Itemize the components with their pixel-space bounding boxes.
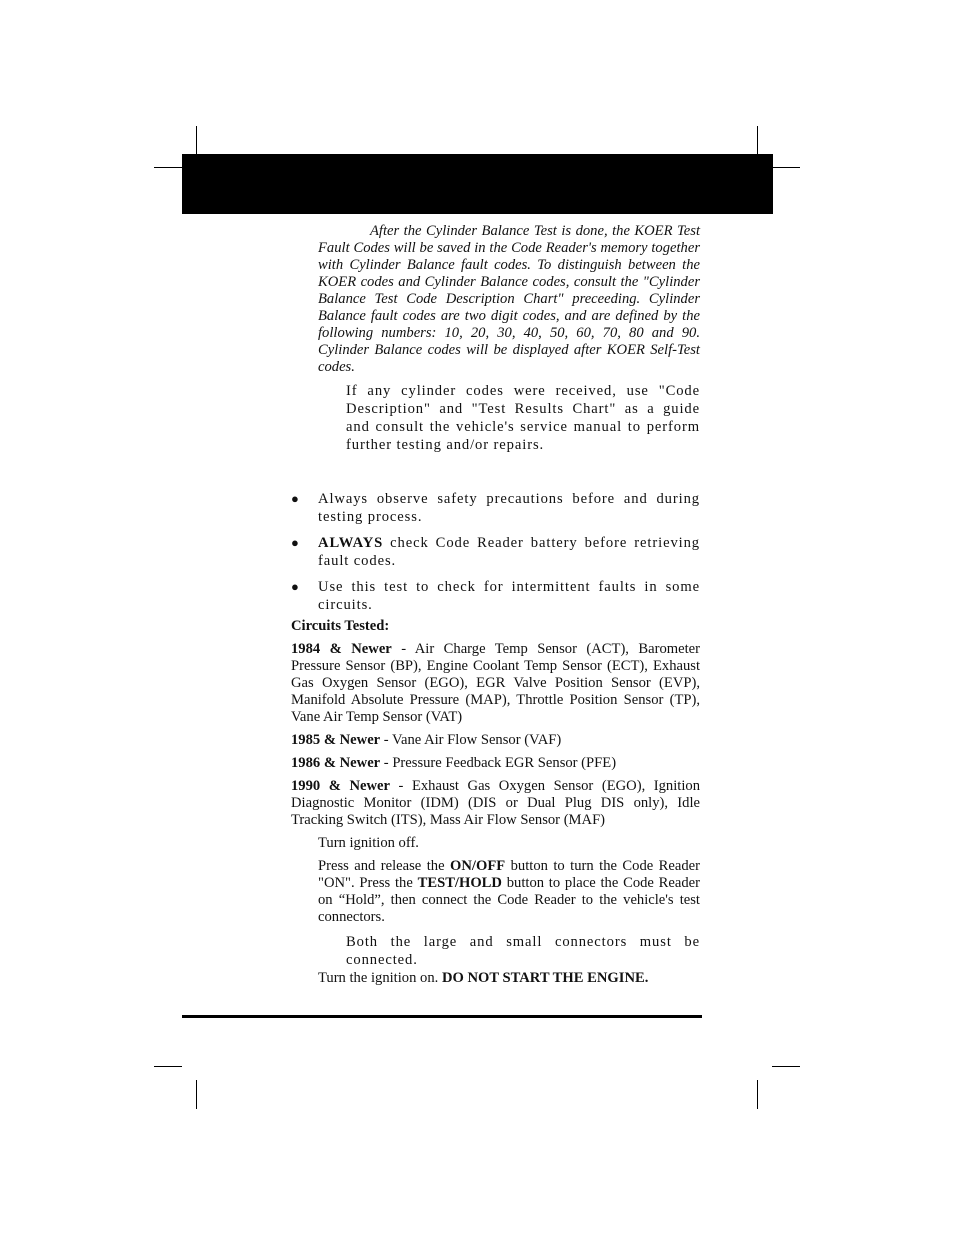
- bullet-battery: [318, 534, 700, 570]
- bullet-safety: [318, 490, 700, 526]
- circuit-year: 1984 & Newer: [291, 641, 392, 657]
- circuit-1984: [291, 641, 700, 726]
- crop-mark: [196, 126, 197, 155]
- crop-mark: [196, 1080, 197, 1109]
- bullet-text: check Code Reader battery before retrieving fault codes.: [318, 535, 700, 569]
- onoff-label: ON/OFF: [450, 858, 506, 874]
- crop-mark: [772, 1066, 800, 1067]
- crop-mark: [154, 167, 182, 168]
- connectors-note: Both the large and small connectors must be connected.: [346, 934, 700, 968]
- circuit-1985: [291, 732, 700, 749]
- circuit-1986: [291, 755, 700, 772]
- bullet-text: Use this test to check for intermittent faults in some circuits.: [318, 579, 700, 613]
- crop-mark: [154, 1066, 182, 1067]
- header-bar: [182, 154, 773, 214]
- bullet-icon: ●: [291, 535, 299, 550]
- warning-text: DO NOT START THE ENGINE.: [441, 970, 649, 986]
- step-text: button to place the Code Reader on “Hold”, then connect the Code Reader to the vehicle's test connectors.: [318, 875, 700, 925]
- bullet-intermittent: [318, 578, 700, 614]
- circuit-1990: [291, 778, 700, 829]
- footer-rule: [182, 1015, 702, 1018]
- bullet-lead: ALWAYS: [318, 535, 384, 551]
- step-text: Press and release the: [318, 858, 451, 874]
- circuits-heading: Circuits Tested:: [291, 618, 390, 634]
- circuit-text: - Air Charge Temp Sensor (ACT), Barometer Pressure Sensor (BP), Engine Coolant Temp Sensor (ECT), Exhaust Gas Oxygen Sensor (EGO), EGR Valve Position Sensor (EVP), Manifold Absolute Pressure (MAP), Throttle Position Sensor (TP), Vane Air Temp Sensor (VAT): [291, 641, 700, 725]
- step-text: Turn the ignition on.: [318, 970, 442, 986]
- bullet-text: Always observe safety precautions before and during testing process.: [318, 491, 700, 525]
- bullet-icon: ●: [291, 491, 299, 506]
- step-ignition-off: Turn ignition off.: [318, 835, 419, 851]
- crop-mark: [757, 1080, 758, 1109]
- crop-mark: [757, 126, 758, 155]
- cylinder-codes-note: If any cylinder codes were received, use "Code Description" and "Test Results Chart" as a guide and consult the vehicle's service manual to perform further testing and/or repairs.: [346, 383, 700, 453]
- step-connect-reader: [318, 858, 700, 926]
- circuit-text: - Exhaust Gas Oxygen Sensor (EGO), Ignition Diagnostic Monitor (IDM) (DIS or Dual Plug DIS only), Idle Tracking Switch (ITS), Mass Air Flow Sensor (MAF): [291, 778, 700, 828]
- testhold-label: TEST/HOLD: [417, 875, 502, 891]
- circuit-text: - Vane Air Flow Sensor (VAF): [380, 732, 562, 748]
- step-ignition-on: [318, 970, 700, 987]
- cylinder-balance-note: After the Cylinder Balance Test is done, the KOER Test Fault Codes will be saved in the Code Reader's memory together with Cylinder Balance fault codes. To distinguish between the KOER codes and Cylinder Balance codes, consult the "Cylinder Balance Test Code Description Chart" preceeding. Cylinder Balance fault codes are two digit codes, and are defined by the following numbers: 10, 20, 30, 40, 50, 60, 70, 80 and 90. Cylinder Balance codes will be displayed after KOER Self-Test codes.: [318, 223, 700, 375]
- circuit-text: - Pressure Feedback EGR Sensor (PFE): [380, 755, 617, 771]
- step-text: button to turn the Code Reader "ON". Press the: [318, 858, 700, 891]
- bullet-icon: ●: [291, 579, 299, 594]
- circuit-year: 1986 & Newer: [291, 755, 381, 771]
- crop-mark: [772, 167, 800, 168]
- circuit-year: 1990 & Newer: [291, 778, 390, 794]
- circuit-year: 1985 & Newer: [291, 732, 381, 748]
